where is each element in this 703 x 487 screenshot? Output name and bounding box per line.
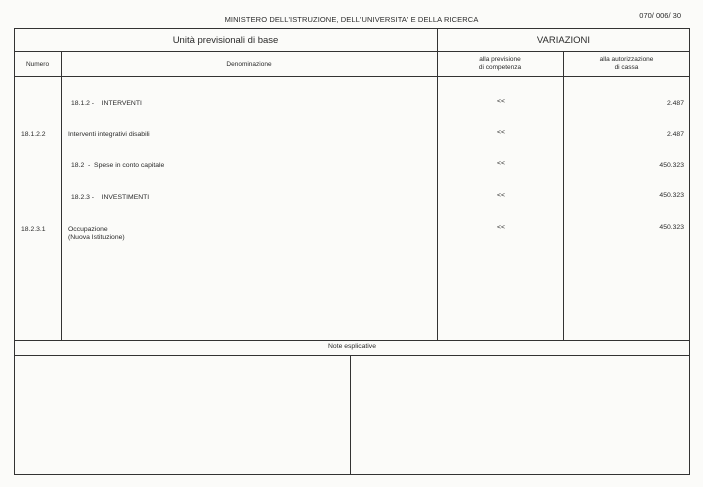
numero-column-divider	[61, 51, 62, 340]
row-5-denominazione-line1: Occupazione	[68, 226, 108, 233]
row-2-numero: 18.1.2.2	[21, 131, 46, 138]
row-1-cassa: 2.487	[666, 100, 684, 107]
row-3-previsione: <<	[497, 160, 505, 167]
col-header-cassa-line2: di cassa	[614, 64, 639, 71]
row-3-cassa: 450.323	[659, 162, 684, 169]
row-5-denominazione	[68, 226, 428, 242]
notes-right-panel	[351, 356, 689, 474]
col-header-previsione-line1: alla previsione	[479, 56, 521, 63]
header-divider-2	[14, 76, 690, 77]
row-4-denominazione: 18.2.3 - INVESTIMENTI	[71, 194, 150, 201]
row-5-cassa: 450.323	[659, 224, 684, 231]
row-1-previsione: <<	[497, 98, 505, 105]
col-header-cassa-line1: alla autorizzazione	[599, 56, 654, 63]
header-divider-1	[14, 51, 690, 52]
row-5-denominazione-line2: (Nuova Istituzione)	[68, 234, 125, 241]
upb-header: Unità previsionali di base	[172, 35, 279, 46]
row-2-cassa: 2.487	[666, 131, 684, 138]
row-4-cassa: 450.323	[659, 192, 684, 199]
variazioni-column-divider	[437, 28, 438, 340]
row-4-previsione: <<	[497, 192, 505, 199]
row-5-numero: 18.2.3.1	[21, 226, 46, 233]
ministry-heading: MINISTERO DELL'ISTRUZIONE, DELL'UNIVERSITA' E DELLA RICERCA	[224, 15, 479, 24]
notes-top-divider	[14, 340, 690, 341]
page-reference: 070/ 006/ 30	[639, 11, 681, 20]
row-3-denominazione: 18.2 - Spese in conto capitale	[71, 162, 165, 169]
row-2-denominazione: Interventi integrativi disabili	[68, 131, 150, 138]
col-header-previsione-line2: di competenza	[478, 64, 522, 71]
col-header-numero: Numero	[25, 61, 50, 68]
cassa-column-divider	[563, 51, 564, 340]
row-2-previsione: <<	[497, 129, 505, 136]
col-header-previsione	[437, 56, 563, 72]
col-header-denominazione: Denominazione	[226, 61, 272, 68]
notes-left-panel	[15, 356, 349, 474]
row-5-previsione: <<	[497, 224, 505, 231]
row-1-denominazione: 18.1.2 - INTERVENTI	[71, 100, 142, 107]
notes-title: Note esplicative	[328, 343, 376, 350]
col-header-cassa	[563, 56, 690, 72]
variazioni-header: VARIAZIONI	[536, 35, 591, 46]
